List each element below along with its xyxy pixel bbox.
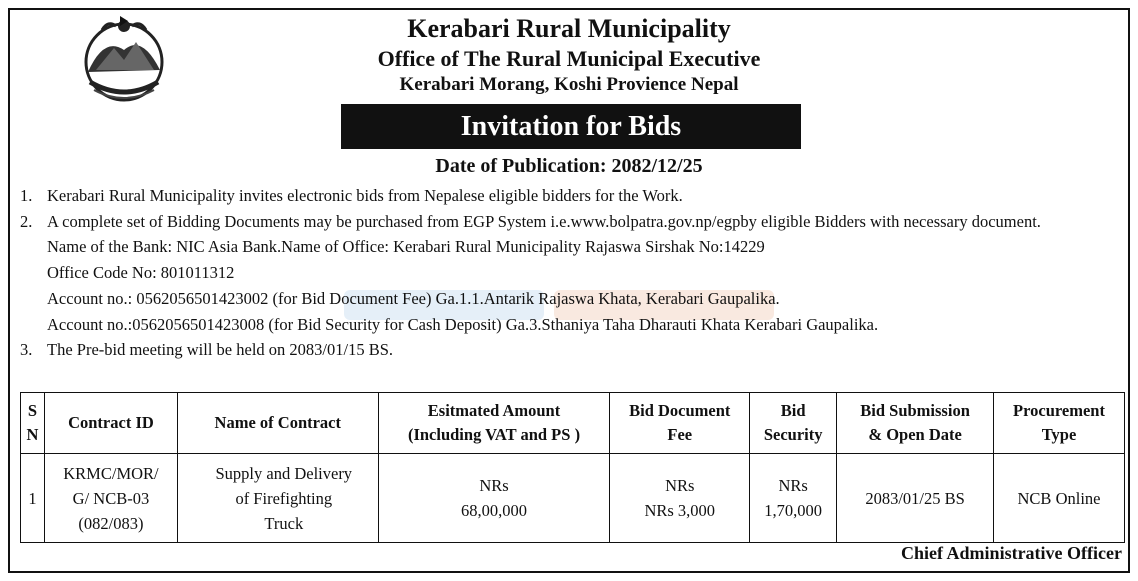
municipality-title: Kerabari Rural Municipality [407,14,731,43]
item-text: A complete set of Bidding Documents may be purchased from EGP System i.e.www.bolpatra.gov.np/egpby eligible Bidders with necessary document. [47,211,1041,231]
sn-cell: 1 [21,454,45,543]
account-bid-security: Account no.:0562056501423008 (for Bid Security for Cash Deposit) Ga.3.Sthaniya Taha Dharauti Khata Kerabari Gaupalika. [47,314,879,334]
item-text: The Pre-bid meeting will be held on 2083/01/15 BS. [47,340,394,360]
fee-cell: NRs NRs 3,000 [610,454,750,543]
office-code: Office Code No: 801011312 [47,263,235,283]
bank-info: Name of the Bank: NIC Asia Bank.Name of Office: Kerabari Rural Municipality Rajaswa Sirshak No:14229 [47,237,765,257]
signatory: Chief Administrative Officer [901,543,1122,563]
security-header: Bid Security [750,393,837,454]
list-item: 3. The Pre-bid meeting will be held on 2083/01/15 BS. [20,340,394,360]
submission-date-cell: 2083/01/25 BS [837,454,994,543]
fee-header: Bid Document Fee [610,393,750,454]
item-text: Kerabari Rural Municipality invites electronic bids from Nepalese eligible bidders for the Work. [47,186,683,205]
account-bid-fee: Account no.: 0562056501423002 (for Bid Document Fee) Ga.1.1.Antarik Rajaswa Khata, Kerabari Gaupalika. [47,288,780,308]
bids-table [20,392,1125,543]
procurement-type-cell: NCB Online [994,454,1125,543]
list-item: 1. Kerabari Rural Municipality invites electronic bids from Nepalese eligible bidders for the Work. [20,186,683,205]
table-header-row [21,393,1125,454]
security-cell: NRs 1,70,000 [750,454,837,543]
sn-header: S N [21,393,45,454]
office-address: Kerabari Morang, Koshi Provience Nepal [399,74,739,95]
office-title: Office of The Rural Municipal Executive [377,46,761,71]
list-item: 2. A complete set of Bidding Documents may be purchased from EGP System i.e.www.bolpatra.gov.np/egpby eligible Bidders with necessary document. [20,211,1041,231]
amount-header: Esitmated Amount (Including VAT and PS ) [378,393,610,454]
notice-body [20,183,1130,363]
invitation-banner: Invitation for Bids [341,104,801,149]
procurement-type-header: Procurement Type [994,393,1125,454]
contract-name-cell: Supply and Delivery of Firefighting Truck [177,454,378,543]
contract-name-header: Name of Contract [177,393,378,454]
contract-id-cell: KRMC/MOR/ G/ NCB-03 (082/083) [44,454,177,543]
amount-cell: NRs 68,00,000 [378,454,610,543]
submission-header: Bid Submission & Open Date [837,393,994,454]
publication-date: Date of Publication: 2082/12/25 [435,155,703,177]
contract-id-header: Contract ID [44,393,177,454]
table-row [21,454,1125,543]
